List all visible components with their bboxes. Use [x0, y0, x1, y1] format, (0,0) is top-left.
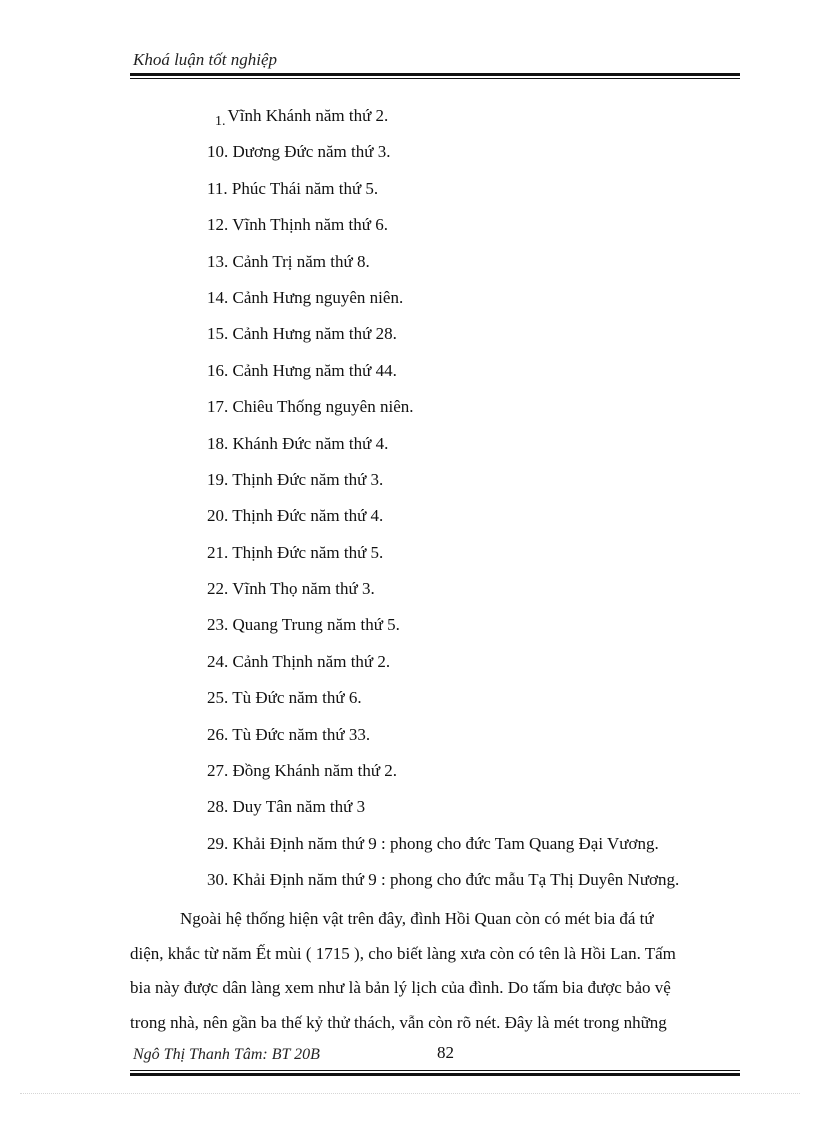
list-item-number: 22.: [207, 579, 229, 599]
list-item: [207, 287, 679, 323]
paragraph-line: Ngoài hệ thống hiện vật trên đây, đình Hồi Quan còn có mét bia đá tứ: [180, 909, 654, 928]
list-item-number: 14.: [207, 287, 229, 307]
list-item-number: 1.: [215, 114, 226, 129]
list-item: [207, 178, 679, 214]
list-item-text: Vĩnh Khánh năm thứ 2.: [227, 106, 389, 125]
list-item: [207, 214, 679, 250]
list-item-number: 13.: [207, 251, 229, 271]
list-item-number: 16.: [207, 360, 229, 380]
list-item-text: Quang Trung năm thứ 5.: [232, 615, 400, 635]
list-item-text: Dương Đức năm thứ 3.: [232, 142, 391, 162]
list-item-text: Khải Định năm thứ 9 : phong cho đức mẫu Tạ Thị Duyên Nương.: [232, 870, 680, 890]
list-item-number: 25.: [207, 688, 229, 708]
list-item-text: Thịnh Đức năm thứ 3.: [232, 469, 384, 489]
list-item: [207, 360, 679, 396]
list-item-number: 21.: [207, 542, 229, 562]
list-item-text: Cảnh Hưng năm thứ 44.: [232, 360, 397, 380]
list-item: [207, 105, 679, 141]
footer-rule-thick: [130, 1073, 740, 1076]
list-item-text: Khải Định năm thứ 9 : phong cho đức Tam Quang Đại Vương.: [232, 833, 659, 853]
list-item-text: Tù Đức năm thứ 33.: [232, 724, 371, 744]
list-item: [207, 323, 679, 359]
page-bottom-dotted-line: [20, 1093, 800, 1094]
list-item: [207, 651, 679, 687]
list-item-number: 23.: [207, 615, 229, 635]
list-item-number: 24.: [207, 651, 229, 671]
list-item-number: 20.: [207, 506, 229, 526]
list-item: [207, 687, 679, 723]
list-item: [207, 724, 679, 760]
list-item-number: 28.: [207, 797, 229, 817]
page-number: 82: [437, 1043, 454, 1062]
list-item-number: 18.: [207, 433, 229, 453]
list-item-text: Đồng Khánh năm thứ 2.: [232, 761, 398, 781]
list-item-text: Cảnh Hưng nguyên niên.: [232, 287, 404, 307]
header-rule-thin: [130, 78, 740, 79]
list-item-text: Tù Đức năm thứ 6.: [232, 688, 362, 708]
list-item-text: Cảnh Trị năm thứ 8.: [232, 251, 370, 271]
paragraph-line: trong nhà, nên gần ba thế kỷ thử thách, vẫn còn rõ nét. Đây là mét trong những: [130, 1012, 667, 1032]
list-item: [207, 469, 679, 505]
list-item: [207, 542, 679, 578]
list-item: [207, 505, 679, 541]
list-item-number: 29.: [207, 833, 229, 853]
header-rule-thick: [130, 73, 740, 76]
list-item-number: 30.: [207, 870, 229, 890]
footer-author: Ngô Thị Thanh Tâm: BT 20B: [133, 1046, 320, 1063]
list-item: [207, 833, 679, 869]
list-item-number: 10.: [207, 142, 229, 162]
decree-list: [207, 105, 679, 906]
list-item-number: 11.: [207, 178, 228, 198]
list-item: [207, 760, 679, 796]
list-item-text: Vĩnh Thọ năm thứ 3.: [232, 579, 375, 599]
body-paragraph: [130, 902, 740, 1040]
list-item-number: 27.: [207, 761, 229, 781]
page-header-title: Khoá luận tốt nghiệp: [133, 50, 278, 69]
list-item-text: Khánh Đức năm thứ 4.: [232, 433, 389, 453]
list-item-text: Cảnh Hưng năm thứ 28.: [232, 324, 397, 344]
list-item-text: Thịnh Đức năm thứ 4.: [232, 506, 384, 526]
footer-rule-thin: [130, 1070, 740, 1071]
list-item-text: Chiêu Thống nguyên niên.: [232, 397, 414, 417]
list-item: [207, 578, 679, 614]
list-item: [207, 869, 679, 905]
list-item-number: 26.: [207, 724, 229, 744]
list-item-number: 12.: [207, 215, 229, 235]
list-item-text: Cảnh Thịnh năm thứ 2.: [232, 651, 391, 671]
list-item-text: Thịnh Đức năm thứ 5.: [232, 542, 384, 562]
list-item-number: 19.: [207, 469, 229, 489]
list-item: [207, 141, 679, 177]
list-item: [207, 614, 679, 650]
list-item-text: Vĩnh Thịnh năm thứ 6.: [232, 215, 388, 235]
list-item-text: Phúc Thái năm thứ 5.: [231, 178, 379, 198]
list-item: [207, 251, 679, 287]
paragraph-line: bia này được dân làng xem như là bản lý lịch của đình. Do tấm bia được bảo vệ: [130, 978, 671, 997]
list-item: [207, 433, 679, 469]
list-item-number: 15.: [207, 324, 229, 344]
list-item: [207, 396, 679, 432]
list-item: [207, 796, 679, 832]
list-item-number: 17.: [207, 397, 229, 417]
list-item-text: Duy Tân năm thứ 3: [232, 797, 366, 817]
paragraph-line: diện, khắc từ năm Ết mùi ( 1715 ), cho biết làng xưa còn có tên là Hồi Lan. Tấm: [130, 943, 676, 963]
